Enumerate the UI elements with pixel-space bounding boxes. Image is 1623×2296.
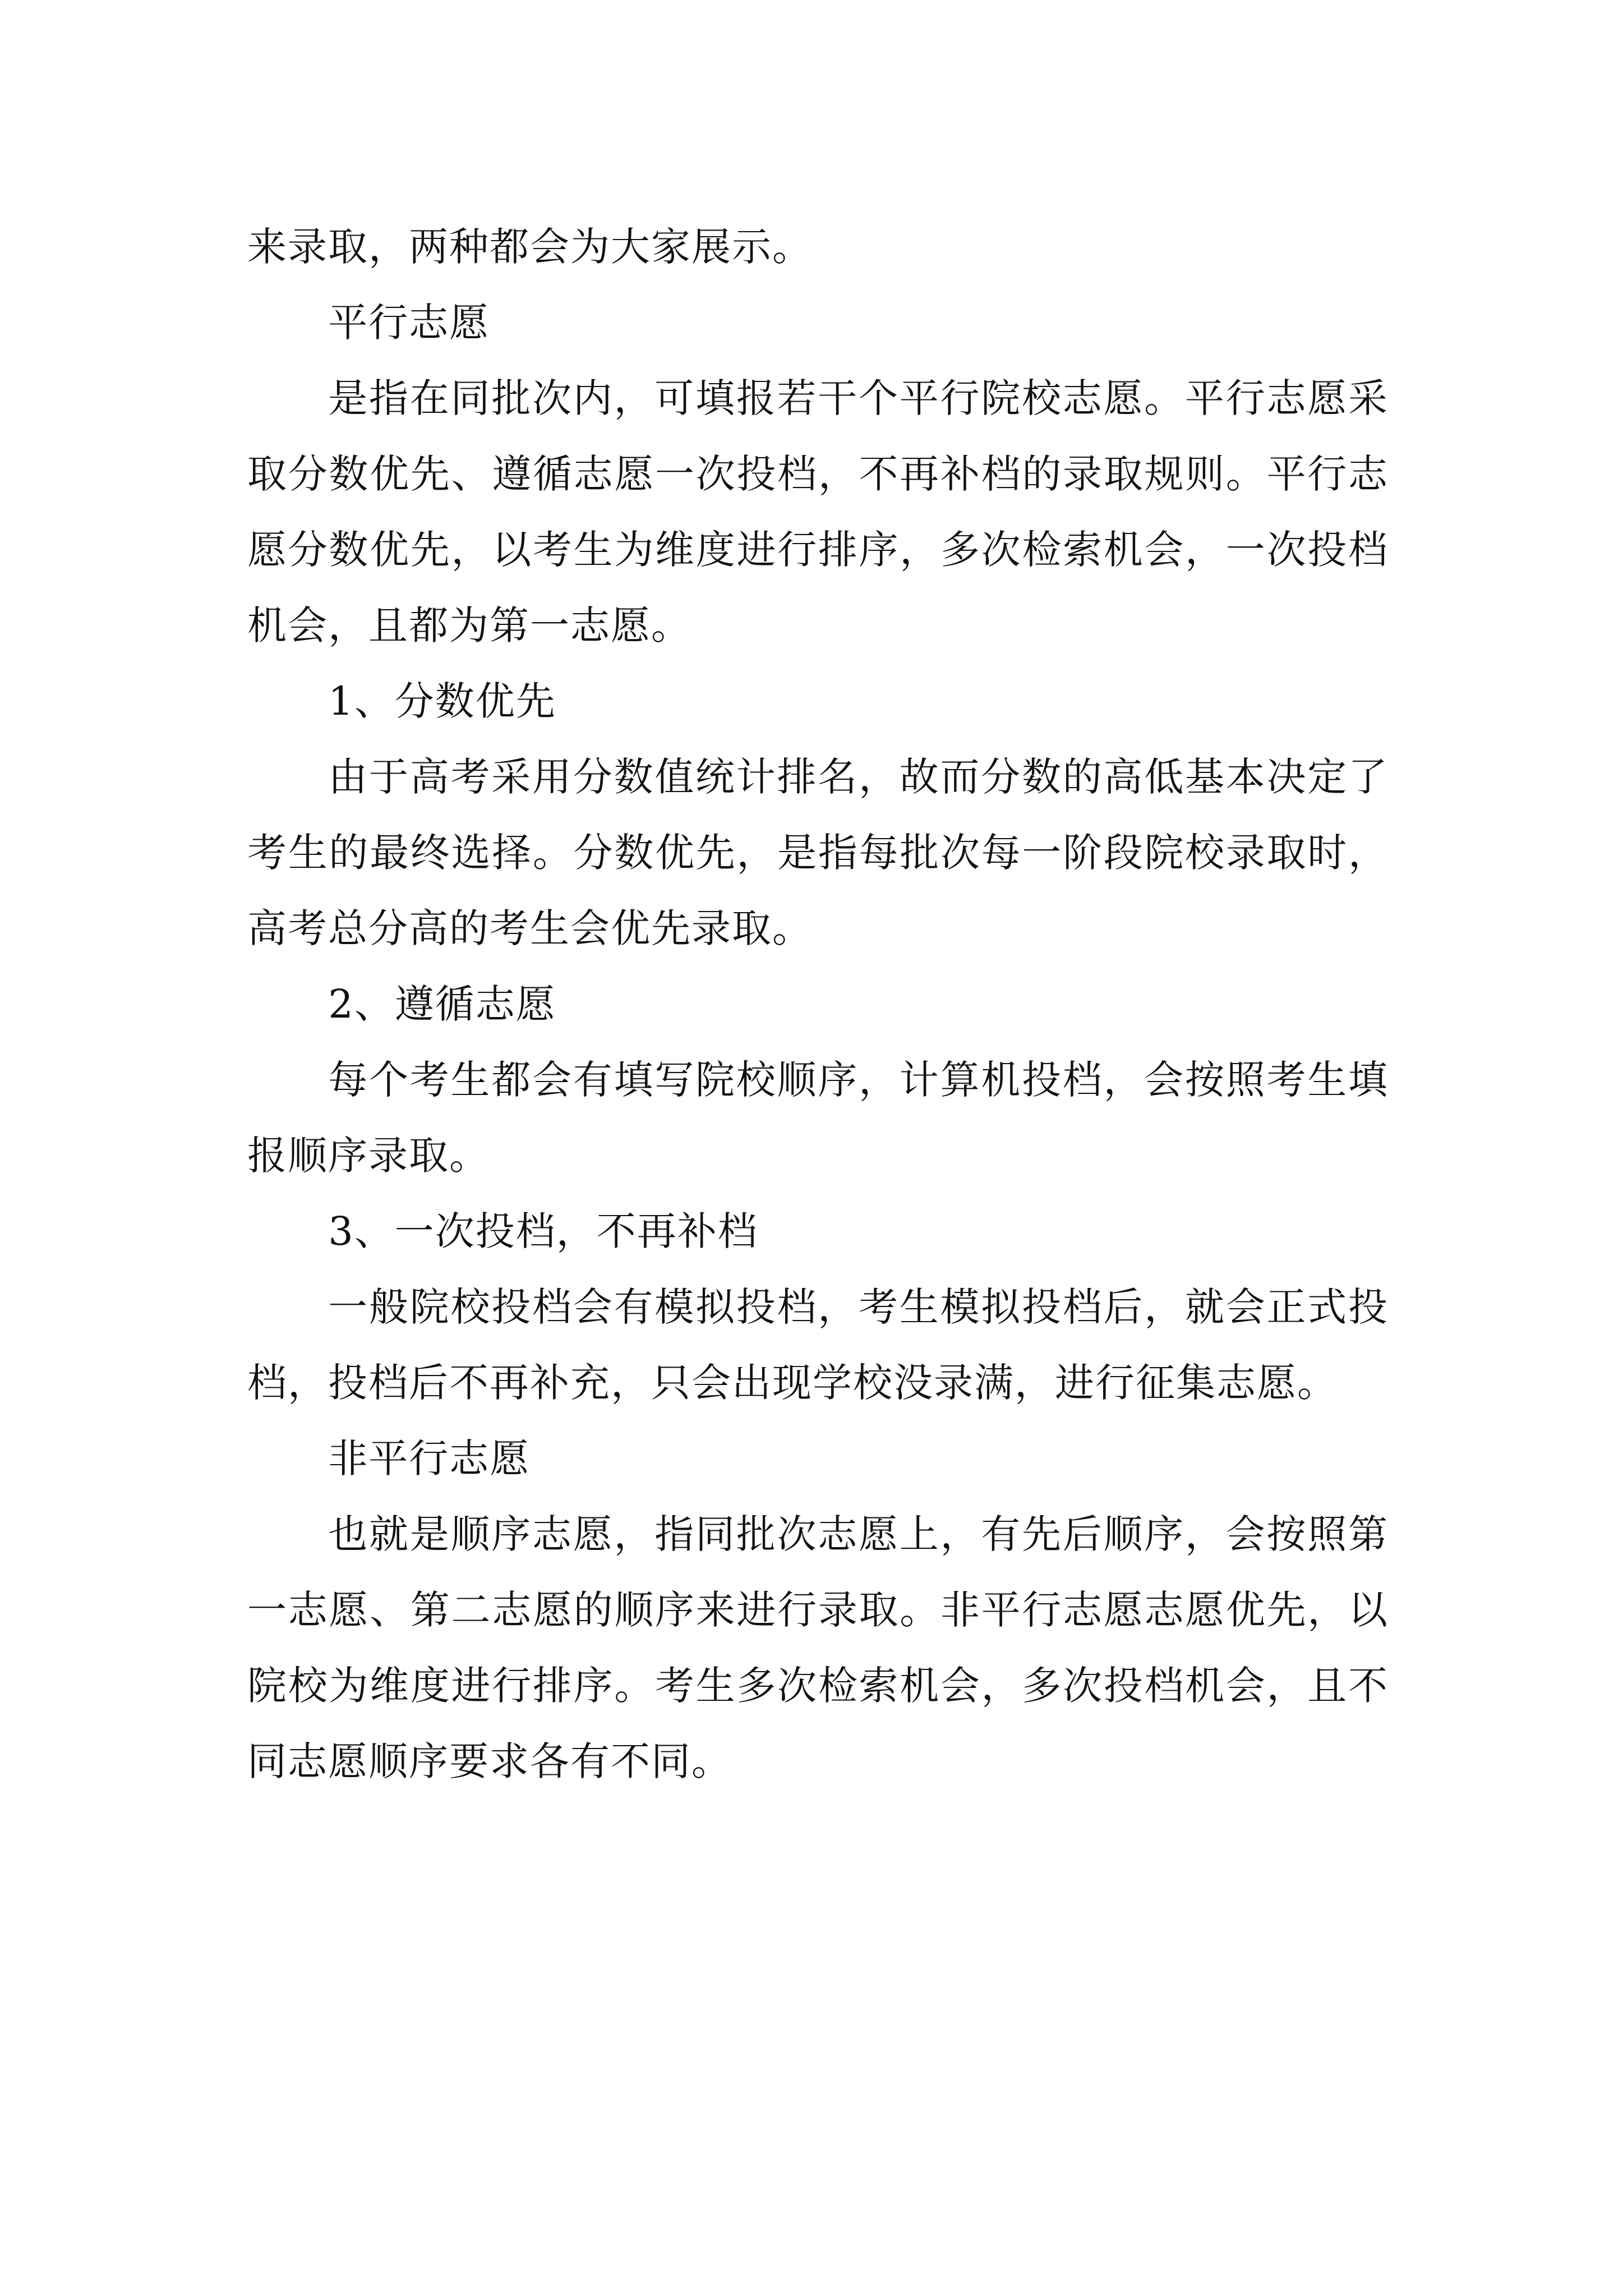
heading-parallel-volunteer: 平行志愿 bbox=[328, 300, 490, 346]
paragraph-parallel-definition: 是指在同批次内，可填报若干个平行院校志愿。平行志愿采取分数优先、遵循志愿一次投档，不再补档的录取规则。平行志愿分数优先，以考生为维度进行排序，多次检索机会，一次投档机会，且都为第一志愿。 bbox=[247, 375, 1389, 648]
heading-follow-volunteer: 2、遵循志愿 bbox=[328, 981, 556, 1027]
document-body bbox=[247, 209, 1389, 1800]
paragraph-score-priority: 由于高考采用分数值统计排名，故而分数的高低基本决定了考生的最终选择。分数优先，是指每批次每一阶段院校录取时，高考总分高的考生会优先录取。 bbox=[247, 754, 1389, 951]
paragraph-continuation: 来录取，两种都会为大家展示。 bbox=[247, 224, 813, 270]
heading-score-priority: 1、分数优先 bbox=[328, 678, 556, 724]
paragraph-follow-volunteer: 每个考生都会有填写院校顺序，计算机投档，会按照考生填报顺序录取。 bbox=[247, 1057, 1389, 1179]
heading-single-submission: 3、一次投档，不再补档 bbox=[328, 1208, 758, 1254]
paragraph-single-submission: 一般院校投档会有模拟投档，考生模拟投档后，就会正式投档，投档后不再补充，只会出现学校没录满，进行征集志愿。 bbox=[247, 1284, 1389, 1406]
heading-non-parallel-volunteer: 非平行志愿 bbox=[328, 1435, 531, 1481]
paragraph-non-parallel-definition: 也就是顺序志愿，指同批次志愿上，有先后顺序，会按照第一志愿、第二志愿的顺序来进行录取。非平行志愿志愿优先，以院校为维度进行排序。考生多次检索机会，多次投档机会，且不同志愿顺序要求各有不同。 bbox=[247, 1511, 1389, 1784]
